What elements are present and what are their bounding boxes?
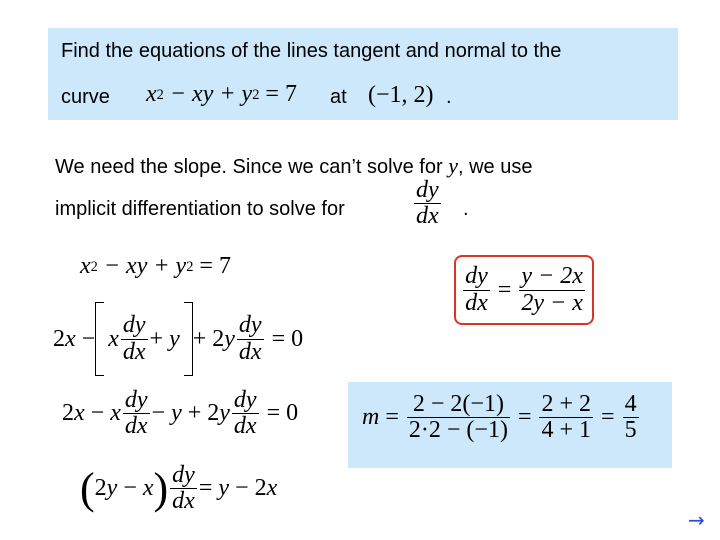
intro-line1: We need the slope. Since we can’t solve for y, we use bbox=[55, 153, 533, 178]
point: (−1, 2) bbox=[368, 82, 434, 108]
result-box: $\frac{dy}{dx}$ = $\frac{y - 2x}{2y - x}$ bbox=[454, 255, 594, 325]
next-slide-arrow-icon[interactable]: → bbox=[688, 508, 705, 532]
step3-equation: 2x − x $\frac{dy}{dx}$ − y + 2y $\frac{dy}{dx}$ = 0 bbox=[62, 387, 299, 440]
problem-line1: Find the equations of the lines tangent and normal to the bbox=[61, 40, 562, 62]
problem-period: . bbox=[446, 86, 452, 108]
intro-dydx-fraction: $\frac{dy}{dx}$ bbox=[416, 177, 439, 230]
curve-equation: x 2 − xy + y 2 = 7 bbox=[146, 81, 297, 107]
intro-line2: implicit differentiation to solve for bbox=[55, 198, 345, 220]
step2-equation: 2x − x $\frac{dy}{dx}$ + y + 2y $\frac{dy}{dx}$ = 0 bbox=[53, 302, 309, 376]
slope-computation: m = $\frac{2 - 2(-1)}{2\cdot 2 - (-1)}$ = $\frac{2 + 2}{4 + 1}$ = $\frac{4}{5}$ bbox=[362, 391, 637, 444]
intro-period: . bbox=[463, 198, 469, 220]
step4-equation: ( 2y − x ) $\frac{dy}{dx}$ = y − 2x bbox=[80, 462, 278, 515]
step1-equation: x 2 − xy + y 2 = 7 bbox=[80, 253, 231, 279]
curve-word: curve bbox=[61, 86, 110, 108]
at-word: at bbox=[330, 86, 347, 108]
